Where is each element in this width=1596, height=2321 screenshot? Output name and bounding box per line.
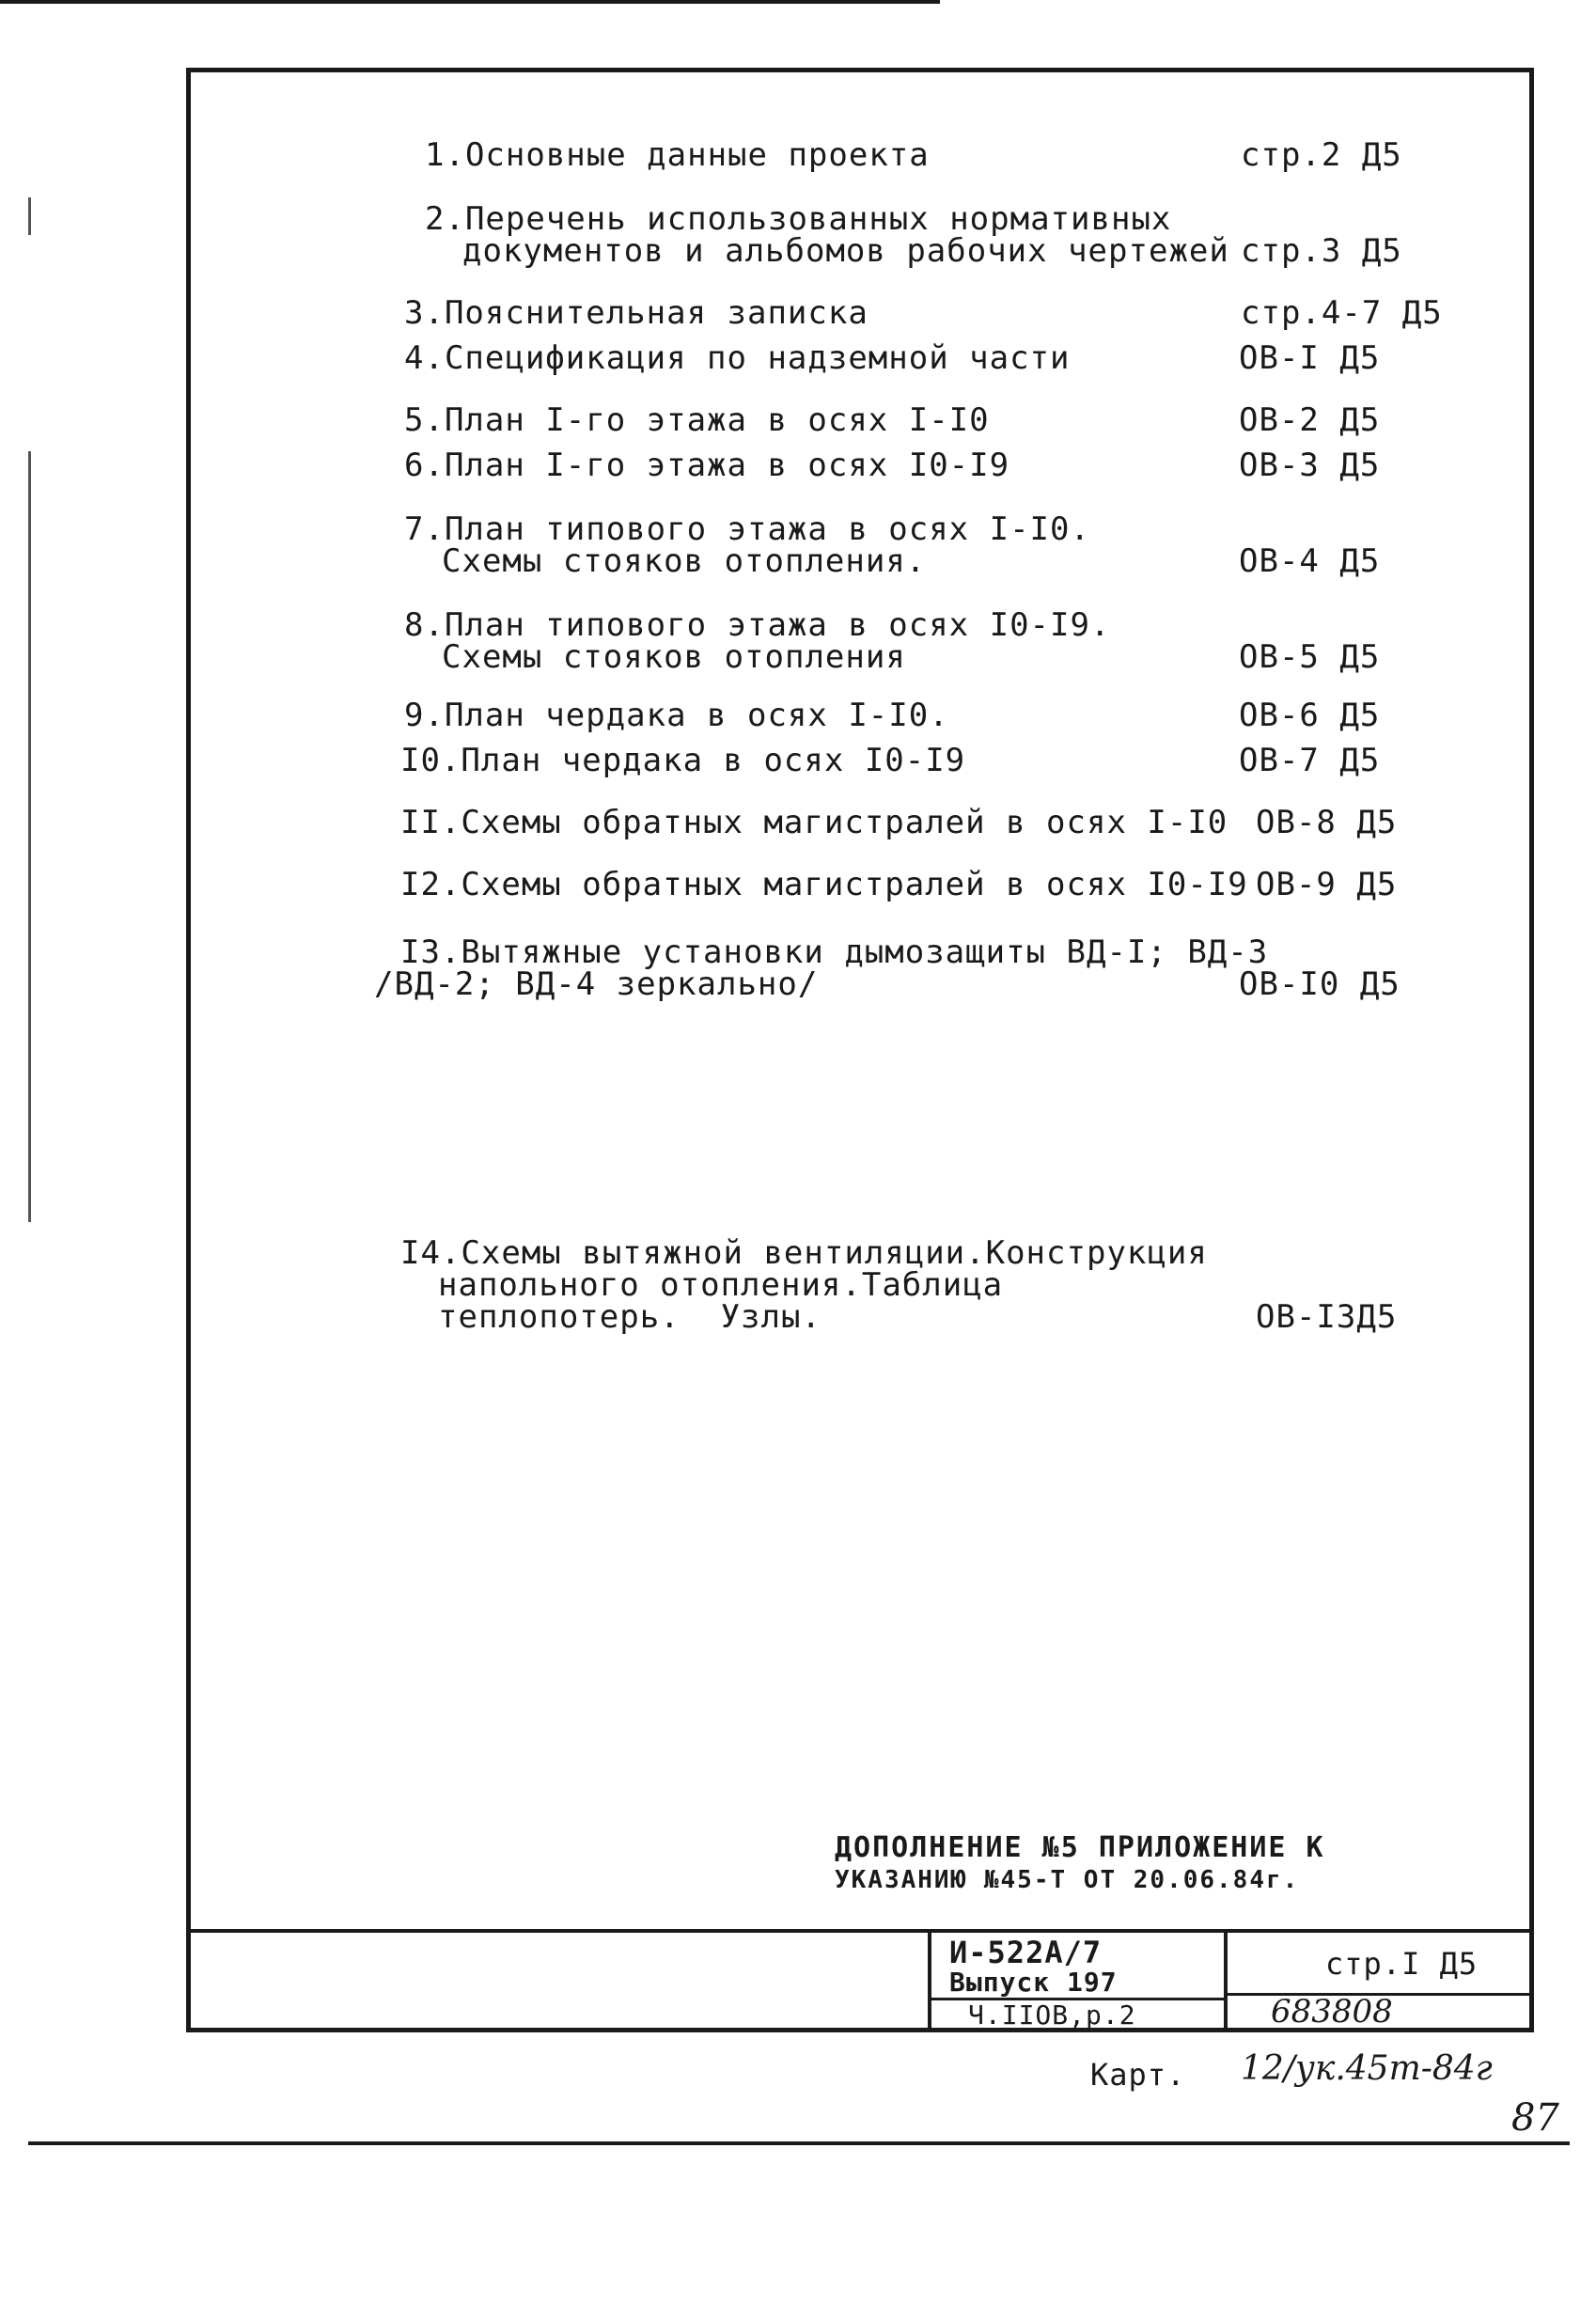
part-label: Ч.IIОВ,р.2 [968, 2000, 1136, 2031]
inventory-number: 683808 [1271, 1993, 1393, 2031]
toc-entry-title-line: I0.План чердака в осях I0-I9 [400, 742, 966, 779]
toc-entry-sheet-ref: ОВ-7 Д5 [1239, 742, 1381, 779]
toc-entry-title-line: 2.Перечень использованных нормативных [425, 200, 1172, 238]
toc-entry-title [404, 401, 990, 439]
toc-entry-sheet-ref: стр.4-7 Д5 [1241, 294, 1443, 332]
toc-entry-sheet-ref: ОВ-9 Д5 [1256, 866, 1398, 903]
page-number: 87 [1511, 2096, 1559, 2140]
toc-entry-title [404, 294, 868, 332]
document-code: И-522А/7 [949, 1935, 1103, 1970]
binding-mark [28, 451, 31, 1222]
toc-entry-sheet-ref: ОВ-5 Д5 [1239, 638, 1381, 676]
card-reference: 12/ук.45т-84г [1241, 2049, 1493, 2088]
toc-entry-title [374, 933, 1269, 1003]
toc-entry-title-line: 6.План I-го этажа в осях I0-I9 [404, 447, 1010, 484]
toc-entry-sheet-ref: ОВ-I0 Д5 [1239, 965, 1400, 1003]
title-block-top-rule [186, 1929, 1534, 1933]
toc-entry-title-line: 1.Основные данные проекта [425, 136, 930, 174]
issue-label: Выпуск 197 [949, 1967, 1118, 1998]
binding-mark [28, 197, 31, 235]
toc-entry-sheet-ref: стр.2 Д5 [1241, 136, 1402, 174]
title-block-divider [1224, 1929, 1228, 2029]
toc-entry-title [404, 339, 1071, 377]
toc-entry-title [425, 136, 930, 174]
toc-entry-title [404, 510, 1090, 580]
toc-entry-sheet-ref: ОВ-2 Д5 [1239, 401, 1381, 439]
toc-entry-title-line: 7.План типового этажа в осях I-I0. [404, 510, 1090, 548]
sheet-page-label: стр.I Д5 [1325, 1946, 1479, 1982]
toc-entry-sheet-ref: ОВ-3 Д5 [1239, 447, 1381, 484]
toc-entry-title-line: II.Схемы обратных магистралей в осях I-I0 [400, 804, 1228, 841]
top-edge-rule [0, 0, 940, 4]
toc-entry-sheet-ref: стр.3 Д5 [1241, 232, 1402, 270]
toc-entry-title-line: напольного отопления.Таблица [438, 1266, 1004, 1304]
toc-entry-title-line: Схемы стояков отопления. [442, 542, 927, 580]
toc-entry-sheet-ref: ОВ-6 Д5 [1239, 697, 1381, 734]
toc-entry-title [425, 200, 1229, 270]
toc-entry-title-line: 4.Спецификация по надземной части [404, 339, 1071, 377]
toc-entry-title-line: /ВД-2; ВД-4 зеркально/ [374, 965, 819, 1003]
toc-entry-title [404, 606, 1111, 676]
toc-entry-sheet-ref: ОВ-I Д5 [1239, 339, 1381, 377]
toc-entry-title [404, 697, 949, 734]
toc-entry-title-line: 9.План чердака в осях I-I0. [404, 697, 949, 734]
toc-entry-title [404, 447, 1010, 484]
toc-entry-title-line: теплопотерь. Узлы. [438, 1298, 821, 1336]
toc-entry-sheet-ref: ОВ-I3Д5 [1256, 1298, 1398, 1336]
toc-entry-title [400, 804, 1228, 841]
toc-entry-title [400, 866, 1248, 903]
toc-entry-title-line: 5.План I-го этажа в осях I-I0 [404, 401, 990, 439]
toc-entry-sheet-ref: ОВ-4 Д5 [1239, 542, 1381, 580]
toc-entry-title [400, 742, 966, 779]
page-bottom-rule [28, 2141, 1570, 2145]
toc-entry-title-line: I2.Схемы обратных магистралей в осях I0-I9 [400, 866, 1248, 903]
toc-entry-title-line: Схемы стояков отопления [442, 638, 906, 676]
toc-entry-title-line: I4.Схемы вытяжной вентиляции.Конструкция [400, 1234, 1208, 1272]
amendment-stamp-line1: ДОПОЛНЕНИЕ №5 ПРИЛОЖЕНИЕ К [835, 1831, 1325, 1864]
toc-entry-sheet-ref: ОВ-8 Д5 [1256, 804, 1398, 841]
title-block-divider [928, 1929, 931, 2029]
toc-entry-title [400, 1234, 1208, 1336]
toc-entry-title-line: документов и альбомов рабочих чертежей [462, 232, 1229, 270]
toc-entry-title-line: I3.Вытяжные установки дымозащиты ВД-I; ВД-3 [400, 933, 1269, 971]
toc-entry-title-line: 8.План типового этажа в осях I0-I9. [404, 606, 1111, 644]
amendment-stamp-line2: УКАЗАНИЮ №45-Т ОТ 20.06.84г. [835, 1866, 1300, 1894]
toc-entry-title-line: 3.Пояснительная записка [404, 294, 868, 332]
card-label: Карт. [1090, 2057, 1186, 2093]
